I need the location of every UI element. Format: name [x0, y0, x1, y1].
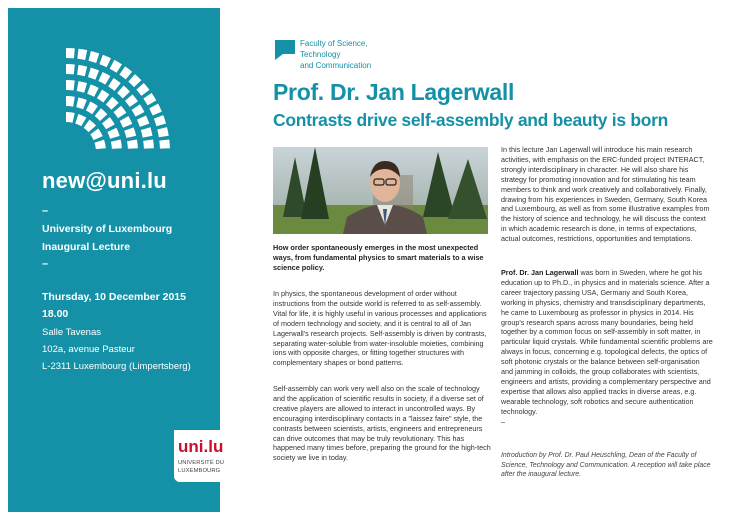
logo-arc-segment — [99, 55, 111, 67]
logo-arc-segment — [90, 128, 102, 140]
event-time: 18.00 — [42, 308, 69, 320]
logo-arc-segment — [137, 115, 149, 126]
logo-arc-segment — [88, 68, 99, 80]
institution-name: University of Luxembourg — [42, 223, 173, 235]
event-type: Inaugural Lecture — [42, 241, 131, 253]
logo-arc-segment — [97, 90, 109, 103]
logo-arc-segment — [75, 114, 86, 126]
svg-text:uni.lu: uni.lu — [178, 437, 224, 456]
logo-arc-segment — [143, 93, 156, 105]
logo-arc-segment — [108, 78, 121, 91]
logo-arc-segment — [66, 64, 75, 74]
logo-arc-segment — [84, 120, 96, 133]
uni-logo-subtext: UNIVERSITÉ DU — [178, 460, 225, 466]
logo-arc-segment — [143, 139, 154, 148]
lecture-description: In this lecture Jan Lagerwall will introduce his main research activities, with emphasis on the ERC-funded project INTERACT, strongly interdisciplinary in character. He will also share his strategy for promoting innovation and for stimulating his team members to think and work creatively and collaboratively. Finally, drawing from his experiences in Sweden, Germany, South Korea and Luxembourg, as well as from some illustrative examples from the history of science and technology, he will discuss the context in which academic research is done, in terms of expectations, actual outcomes, restrictions, opportunities and temptations. — [501, 145, 710, 244]
uni-lu-logo-icon — [178, 436, 224, 456]
logo-arc-segment — [125, 94, 138, 107]
logo-arc-segment — [128, 74, 141, 87]
logo-arc-segment — [98, 72, 110, 85]
logo-arc-segment — [66, 48, 75, 58]
logo-arc-segment — [87, 84, 98, 96]
address-line: L-2311 Luxembourg (Limpertsberg) — [42, 361, 191, 372]
logo-arc-segment — [124, 127, 136, 138]
speaker-name: Prof. Dr. Jan Lagerwall — [501, 268, 579, 277]
logo-arc-segment — [95, 108, 108, 121]
address-line: Salle Tavenas — [42, 327, 101, 338]
logo-arc-segment — [141, 127, 153, 137]
logo-arc-segment — [117, 85, 130, 98]
body-paragraph: In physics, the spontaneous development of order without instructions from the outside world is referred to as self-assembly. Vital for life, it is highly useful in various processes and applications of modern technology and society, and it is central to all of Jan Lagerwall's research projects. Self-assembly is driven by contrasts, separating water-soluble from water-insoluble moieties, combining ions with opposite charges, or fitting together structures with complementary shapes or bond patterns. — [273, 289, 487, 368]
logo-arc-segment — [76, 97, 87, 109]
university-arc-logo-icon — [48, 44, 172, 154]
logo-arc-segment — [154, 115, 166, 126]
logo-arc-segment — [95, 140, 106, 150]
address-line: 102a, avenue Pasteur — [42, 344, 135, 355]
logo-arc-segment — [106, 97, 119, 110]
dash-separator: – — [42, 205, 49, 217]
logo-arc-segment — [66, 112, 75, 123]
logo-arc-segment — [86, 102, 98, 115]
logo-arc-segment — [149, 104, 162, 116]
logo-arc-segment — [88, 51, 99, 63]
dash-separator: – — [42, 258, 49, 270]
logo-arc-segment — [119, 66, 132, 79]
logo-arc-segment — [110, 60, 122, 73]
speaker-photo — [273, 147, 488, 234]
lecture-speaker-title: Prof. Dr. Jan Lagerwall — [273, 79, 515, 105]
logo-arc-segment — [77, 81, 87, 93]
logo-arc-segment — [77, 65, 87, 76]
logo-arc-segment — [157, 127, 168, 137]
left-panel — [8, 8, 225, 512]
logo-arc-segment — [127, 139, 138, 148]
logo-arc-segment — [111, 140, 122, 149]
logo-arc-segment — [77, 49, 87, 60]
event-date: Thursday, 10 December 2015 — [42, 291, 186, 303]
faculty-mark-icon — [275, 40, 295, 60]
speaker-bio: Prof. Dr. Jan Lagerwall was born in Sweden, where he got his education up to Ph.D., in physics and in materials science. After a career trajectory passing USA, Germany and South Korea, working in physics, chemistry and transdisciplinary departments, he came to Luxembourg as professor in physics in 2014. His group's research spans across many boundaries, being held together by a common focus on self-assembly in soft matter, in particular liquid crystals. While fundamental scientific problems are always in focus, concerning e.g. topological defects, the optics of soft photonic crystals or the balance between self-organisation and jamming in colloids, the group collaborates with scientists, engineers and artists, providing a complementary perspective and expertise that allows also applied tracks in diverse areas, e.g. wearable technology, soft robotics and secure authentication technology. – — [501, 268, 713, 426]
introduction-note: Introduction by Prof. Dr. Paul Heuschling, Dean of the Faculty of Science, Technology and Communication. A reception will take place after the inaugural lecture. — [501, 452, 711, 479]
lecture-subtitle: Contrasts drive self-assembly and beauty is born — [273, 110, 669, 130]
logo-arc-segment — [159, 139, 170, 148]
logo-arc-segment — [132, 104, 145, 116]
body-paragraph: Self-assembly can work very well also on the scale of technology and the application of scientific results in society, if a diverse set of creative players are allowed to interact in uncontrolled ways. By encouraging interdisciplinary contacts in a "laissez faire" style, the contrasts between scientists, artists, engineers and entrepreneurs can drive outcomes that may be truly revolutionary. This has happened many times before, preparing the ground for the high-tech society we live in today. — [273, 384, 491, 463]
logo-arc-segment — [107, 128, 119, 139]
logo-arc-segment — [66, 96, 75, 107]
logo-arc-segment — [66, 80, 75, 90]
logo-arc-segment — [113, 106, 126, 119]
uni-logo-subtext: LUXEMBOURG — [178, 468, 221, 474]
brand-title: new@uni.lu — [42, 168, 167, 193]
uni-lu-logo-box — [174, 430, 226, 482]
logo-arc-segment — [120, 116, 133, 128]
logo-arc-segment — [102, 117, 115, 129]
logo-arc-segment — [136, 83, 149, 96]
lead-paragraph: How order spontaneously emerges in the most unexpected ways, from fundamental physics to smart materials to a wise science policy. — [273, 243, 484, 272]
faculty-name: Faculty of Science, Technology and Communication — [300, 39, 372, 70]
